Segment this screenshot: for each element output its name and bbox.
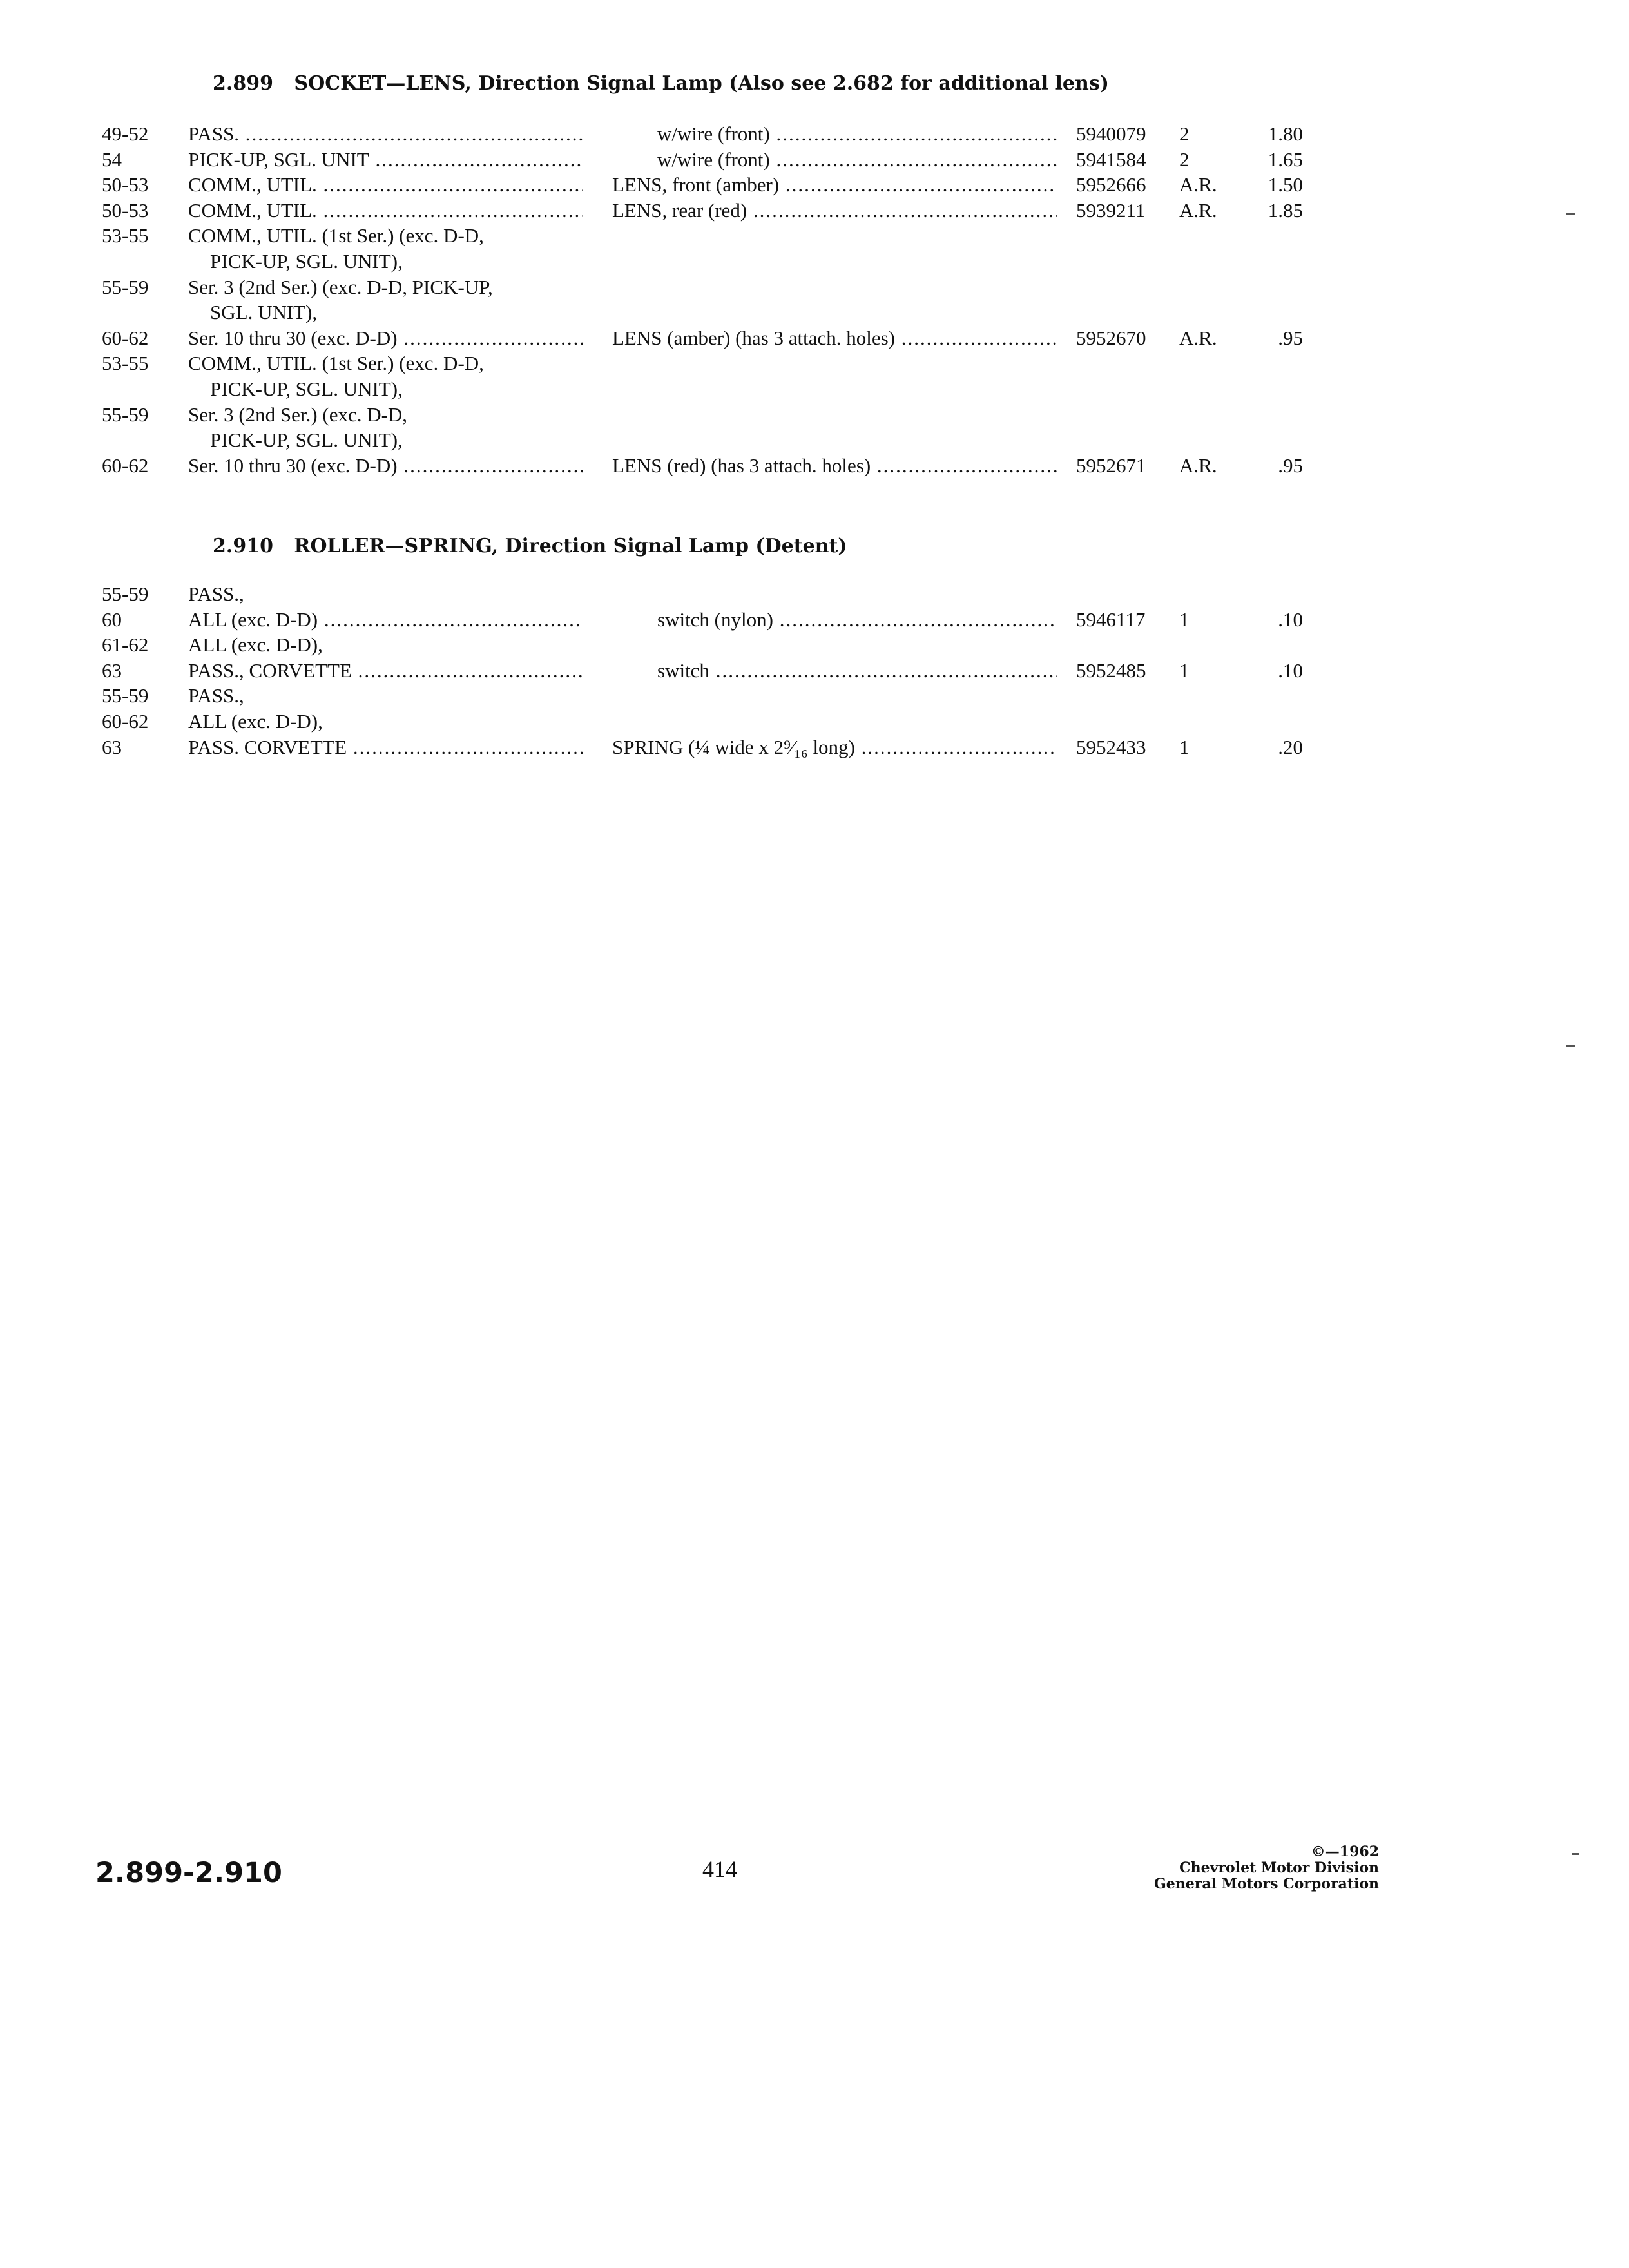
table-row — [0, 148, 1629, 174]
part-number: 5952666 — [1076, 173, 1146, 196]
description: w/wire (front) ..... — [657, 122, 1057, 146]
price: .20 — [1278, 736, 1303, 758]
application: PICK-UP, SGL. UNIT), — [210, 378, 403, 400]
part-number: 5940079 — [1076, 122, 1146, 145]
model-years: 55-59 — [102, 276, 149, 298]
application: ALL (exc. D-D) ..... — [188, 608, 583, 631]
table-row — [0, 378, 1629, 403]
application: PICK-UP, SGL. UNIT), — [210, 250, 403, 273]
table-row — [0, 276, 1629, 302]
margin-mark — [1572, 1853, 1579, 1855]
part-number: 5952485 — [1076, 659, 1146, 682]
table-row — [0, 710, 1629, 736]
application: PASS. ..... — [188, 122, 583, 146]
application: PICK-UP, SGL. UNIT), — [210, 428, 403, 451]
price: 1.65 — [1268, 148, 1303, 171]
description: LENS, rear (red) ..... — [612, 199, 1057, 222]
table-row — [0, 454, 1629, 480]
model-years: 55-59 — [102, 684, 149, 707]
price: .95 — [1278, 454, 1303, 477]
section-title: SOCKET—LENS, Direction Signal Lamp (Also see 2.682 for additional lens) — [294, 72, 1109, 95]
model-years: 54 — [102, 148, 122, 171]
table-row — [0, 608, 1629, 634]
model-years: 60-62 — [102, 710, 149, 733]
description: switch ..... — [657, 659, 1057, 682]
part-number: 5952670 — [1076, 327, 1146, 349]
corporation: General Motors Corporation — [1153, 1876, 1379, 1892]
application: Ser. 10 thru 30 (exc. D-D) ..... — [188, 454, 583, 477]
part-number: 5952671 — [1076, 454, 1146, 477]
margin-mark — [1566, 213, 1575, 215]
price: 1.85 — [1268, 199, 1303, 222]
quantity: A.R. — [1179, 199, 1217, 222]
application: PASS. CORVETTE ..... — [188, 736, 583, 759]
application: ALL (exc. D-D), — [188, 710, 323, 733]
table-row — [0, 403, 1629, 429]
description: SPRING (¼ wide x 2⁹⁄₁₆ long) ..... — [612, 736, 1057, 759]
publisher-block — [1154, 1844, 1379, 1892]
description: w/wire (front) ..... — [657, 148, 1057, 171]
quantity: 1 — [1179, 608, 1190, 631]
model-years: 50-53 — [102, 173, 149, 196]
quantity: A.R. — [1179, 454, 1217, 477]
part-number: 5939211 — [1076, 199, 1146, 222]
part-number: 5946117 — [1076, 608, 1146, 631]
model-years: 49-52 — [102, 122, 149, 145]
quantity: 2 — [1179, 148, 1190, 171]
section-number: 2.910 — [213, 535, 273, 557]
model-years: 63 — [102, 659, 122, 682]
model-years: 61-62 — [102, 633, 149, 656]
model-years: 55-59 — [102, 582, 149, 605]
table-row — [0, 173, 1629, 199]
model-years: 50-53 — [102, 199, 149, 222]
table-row — [0, 199, 1629, 225]
price: .10 — [1278, 659, 1303, 682]
quantity: 1 — [1179, 659, 1190, 682]
model-years: 60-62 — [102, 454, 149, 477]
table-row — [0, 736, 1629, 762]
price: .95 — [1278, 327, 1303, 349]
section-title: ROLLER—SPRING, Direction Signal Lamp (Detent) — [294, 535, 847, 557]
application: Ser. 10 thru 30 (exc. D-D) ..... — [188, 327, 583, 350]
table-row — [0, 250, 1629, 276]
table-row — [0, 428, 1629, 454]
application: PASS., — [188, 684, 244, 707]
application: COMM., UTIL. ..... — [188, 173, 583, 197]
price: 1.80 — [1268, 122, 1303, 145]
application: ALL (exc. D-D), — [188, 633, 323, 656]
description: LENS, front (amber) ..... — [612, 173, 1057, 197]
table-row — [0, 684, 1629, 710]
application: PASS., CORVETTE ..... — [188, 659, 583, 682]
application: COMM., UTIL. (1st Ser.) (exc. D-D, — [188, 352, 484, 374]
application: COMM., UTIL. ..... — [188, 199, 583, 222]
division: Chevrolet Motor Division — [1179, 1860, 1379, 1876]
application: PICK-UP, SGL. UNIT ..... — [188, 148, 583, 171]
margin-mark — [1566, 1045, 1575, 1047]
application: Ser. 3 (2nd Ser.) (exc. D-D, — [188, 403, 408, 426]
quantity: 2 — [1179, 122, 1190, 145]
model-years: 55-59 — [102, 403, 149, 426]
page-range: 2.899-2.910 — [95, 1857, 282, 1889]
description: LENS (amber) (has 3 attach. holes) ..... — [612, 327, 1057, 350]
application: Ser. 3 (2nd Ser.) (exc. D-D, PICK-UP, — [188, 276, 493, 298]
table-row — [0, 582, 1629, 608]
description: LENS (red) (has 3 attach. holes) ..... — [612, 454, 1057, 477]
part-number: 5941584 — [1076, 148, 1146, 171]
section-heading — [213, 72, 1109, 95]
section-number: 2.899 — [213, 72, 273, 95]
table-row — [0, 659, 1629, 685]
table-row — [0, 122, 1629, 148]
quantity: A.R. — [1179, 173, 1217, 196]
table-row — [0, 224, 1629, 250]
table-row — [0, 352, 1629, 378]
table-row — [0, 301, 1629, 327]
model-years: 53-55 — [102, 352, 149, 374]
copyright: ©—1962 — [1311, 1843, 1379, 1860]
price: .10 — [1278, 608, 1303, 631]
model-years: 60 — [102, 608, 122, 631]
price: 1.50 — [1268, 173, 1303, 196]
model-years: 53-55 — [102, 224, 149, 247]
table-row — [0, 633, 1629, 659]
quantity: 1 — [1179, 736, 1190, 758]
page-number: 414 — [702, 1856, 737, 1882]
application: COMM., UTIL. (1st Ser.) (exc. D-D, — [188, 224, 484, 247]
quantity: A.R. — [1179, 327, 1217, 349]
section-heading — [213, 535, 847, 557]
application: PASS., — [188, 582, 244, 605]
model-years: 63 — [102, 736, 122, 758]
table-row — [0, 327, 1629, 352]
model-years: 60-62 — [102, 327, 149, 349]
description: switch (nylon) ..... — [657, 608, 1057, 631]
application: SGL. UNIT), — [210, 301, 318, 323]
part-number: 5952433 — [1076, 736, 1146, 758]
